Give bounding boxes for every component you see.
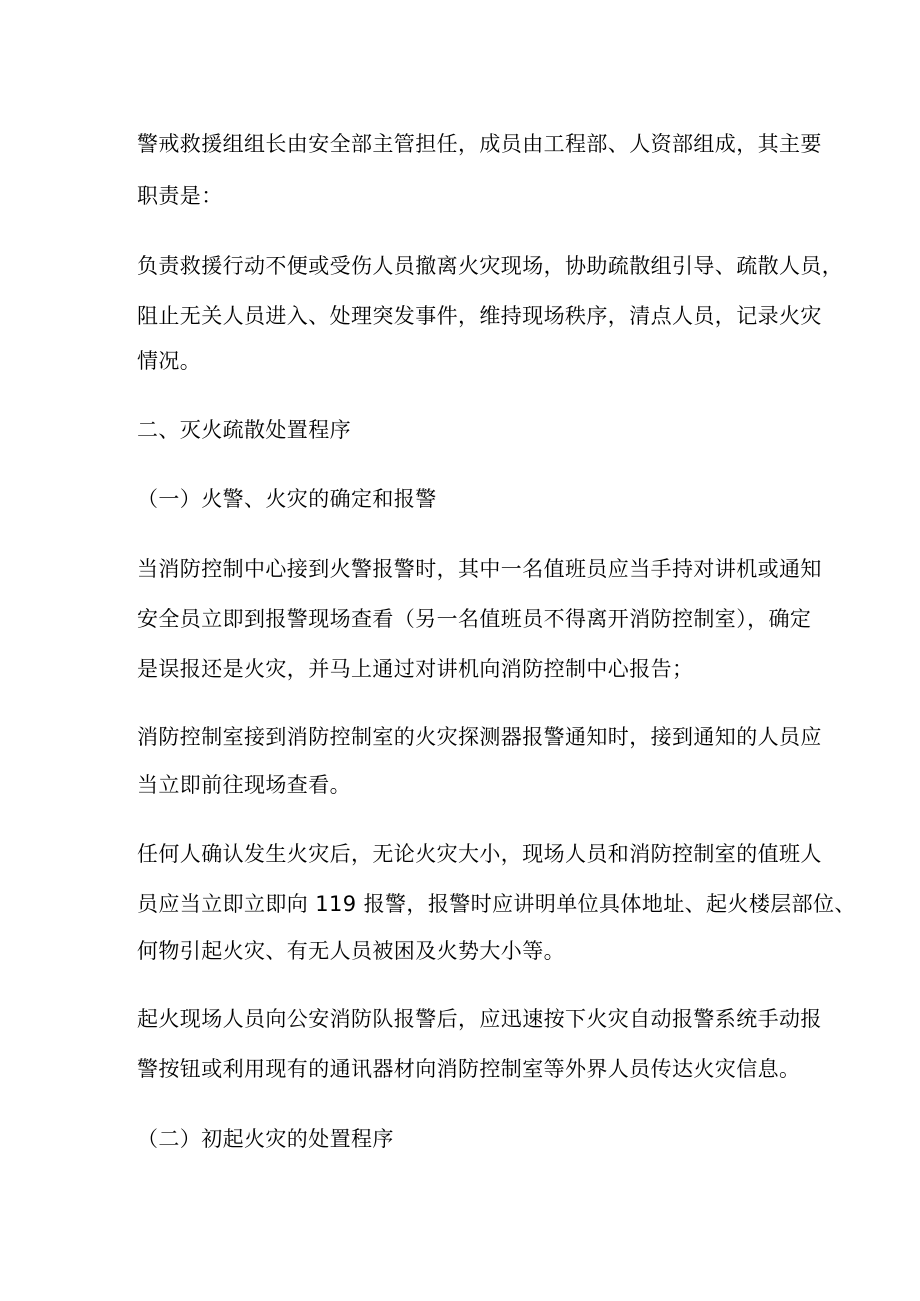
subsection-heading-2: （二）初起火灾的处置程序: [137, 1127, 394, 1151]
paragraph-duties-line-3: 情况。: [137, 349, 202, 373]
paragraph-alarm-line-2: 安全员立即到报警现场查看（另一名值班员不得离开消防控制室），确定: [137, 607, 812, 631]
paragraph-detector-line-2: 当立即前往现场查看。: [137, 773, 351, 797]
paragraph-duties-line-1: 负责救援行动不便或受伤人员撤离火灾现场，协助疏散组引导、疏散人员，: [137, 254, 844, 278]
paragraph-rescue-group-line-1: 警戒救援组组长由安全部主管担任，成员由工程部、人资部组成，其主要: [137, 132, 822, 156]
paragraph-alarm-line-1: 当消防控制中心接到火警报警时，其中一名值班员应当手持对讲机或通知: [137, 557, 822, 581]
paragraph-duties-line-2: 阻止无关人员进入、处理突发事件，维持现场秩序，清点人员，记录火灾: [137, 304, 822, 328]
paragraph-report-119-line-2: 员应当立即立即向 119 报警，报警时应讲明单位具体地址、起火楼层部位、: [137, 892, 856, 916]
paragraph-manual-alarm-line-1: 起火现场人员向公安消防队报警后，应迅速按下火灾自动报警系统手动报: [137, 1007, 822, 1031]
paragraph-report-119-line-3: 何物引起火灾、有无人员被困及火势大小等。: [137, 939, 565, 963]
paragraph-manual-alarm-line-2: 警按钮或利用现有的通讯器材向消防控制室等外界人员传达火灾信息。: [137, 1057, 801, 1081]
paragraph-alarm-line-3: 是误报还是火灾，并马上通过对讲机向消防控制中心报告；: [137, 657, 694, 681]
subsection-heading-1: （一）火警、火灾的确定和报警: [137, 487, 437, 511]
paragraph-report-119-line-1: 任何人确认发生火灾后，无论火灾大小，现场人员和消防控制室的值班人: [137, 842, 822, 866]
section-heading-2: 二、灭火疏散处置程序: [137, 418, 351, 442]
paragraph-detector-line-1: 消防控制室接到消防控制室的火灾探测器报警通知时，接到通知的人员应: [137, 725, 822, 749]
paragraph-rescue-group-line-2: 职责是：: [137, 184, 223, 208]
